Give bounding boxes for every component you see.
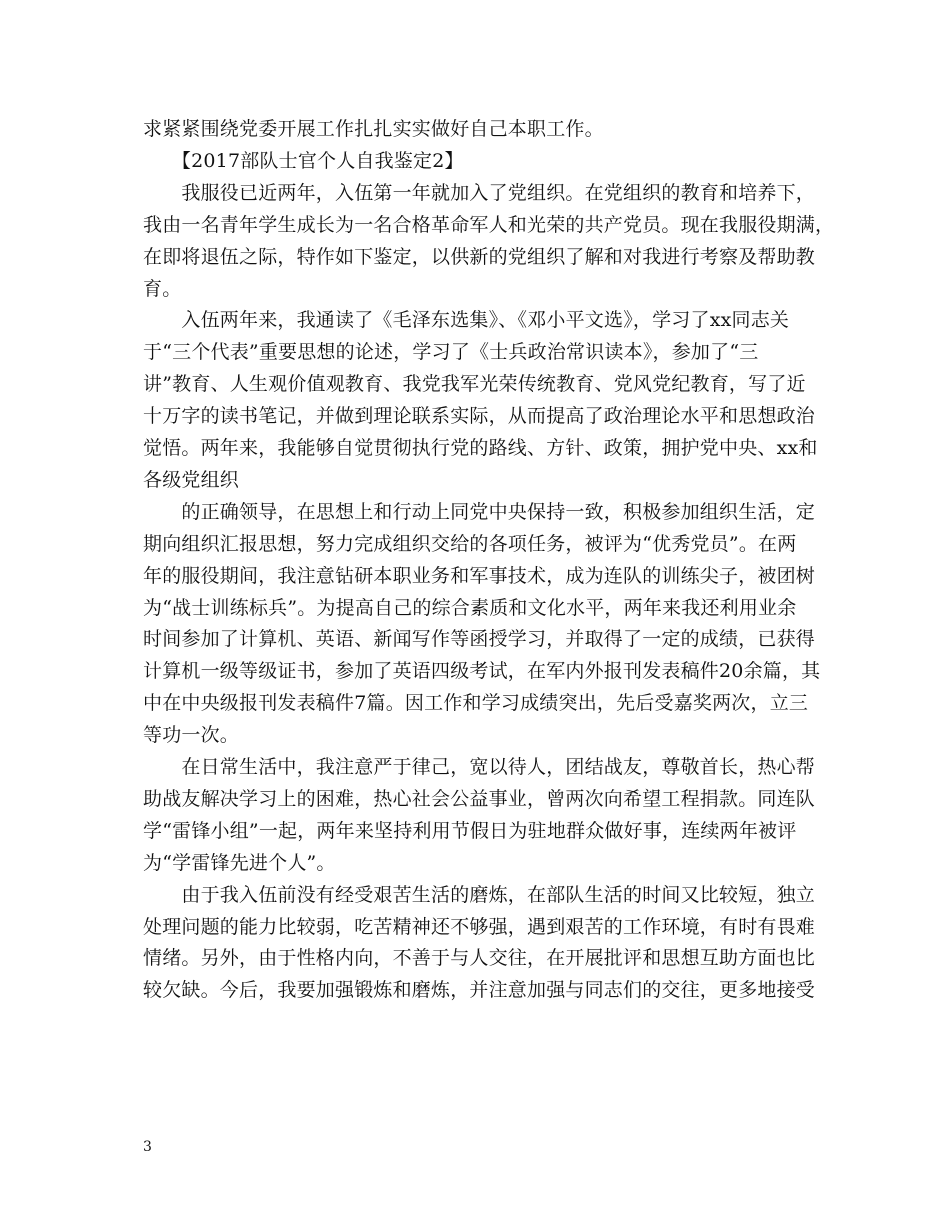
text-line: 觉悟。两年来，我能够自觉贯彻执行党的路线、方针、政策，拥护党中央、xx和 — [143, 437, 818, 459]
text-line: 为“战士训练标兵”。为提高自己的综合素质和文化水平，两年来我还利用业余 — [143, 596, 797, 619]
text-line: 在日常生活中，我注意严于律己，宽以待人，团结战友，尊敬首长，热心帮 — [143, 756, 816, 778]
text-line: 在即将退伍之际，特作如下鉴定，以供新的党组织了解和对我进行考察及帮助教 — [143, 245, 816, 268]
text-line: 入伍两年来，我通读了《毛泽东选集》、《邓小平文选》，学习了xx同志关 — [143, 309, 790, 332]
text-line: 各级党组织 — [143, 468, 240, 491]
text-line: 情绪。另外，由于性格内向，不善于与人交往，在开展批评和思想互助方面也比 — [143, 947, 816, 970]
text-line: 求紧紧围绕党委开展工作扎扎实实做好自己本职工作。 — [143, 118, 604, 140]
text-line: 期向组织汇报思想，努力完成组织交给的各项任务，被评为“优秀党员”。在两 — [143, 532, 797, 555]
text-line: 学“雷锋小组”一起，两年来坚持利用节假日为驻地群众做好事，连续两年被评 — [143, 819, 797, 842]
text-line: 我服役已近两年，入伍第一年就加入了党组织。在党组织的教育和培养下， — [143, 181, 816, 204]
text-line: 育。 — [143, 277, 182, 300]
text-line: 【2017部队士官个人自我鉴定2】 — [143, 149, 464, 172]
text-line: 计算机一级等级证书，参加了英语四级考试，在军内外报刊发表稿件20余篇，其 — [143, 660, 821, 683]
text-line: 中在中央级报刊发表稿件7篇。因工作和学习成绩突出，先后受嘉奖两次，立三 — [143, 692, 809, 715]
text-line: 时间参加了计算机、英语、新闻写作等函授学习，并取得了一定的成绩，已获得 — [143, 628, 816, 651]
text-line: 等功一次。 — [143, 724, 240, 747]
text-line: 为“学雷锋先进个人”。 — [143, 851, 336, 874]
text-line: 于“三个代表”重要思想的论述，学习了《士兵政治常识读本》，参加了“三 — [143, 341, 759, 364]
text-line: 十万字的读书笔记，并做到理论联系实际，从而提高了政治理论水平和思想政治 — [143, 405, 816, 428]
text-line: 讲”教育、人生观价值观教育、我党我军光荣传统教育、党风党纪教育，写了近 — [143, 373, 806, 396]
text-line: 处理问题的能力比较弱，吃苦精神还不够强，遇到艰苦的工作环境，有时有畏难 — [143, 915, 816, 938]
text-line: 由于我入伍前没有经受艰苦生活的磨炼，在部队生活的时间又比较短，独立 — [143, 883, 816, 906]
text-line: 助战友解决学习上的困难，热心社会公益事业，曾两次向希望工程捐款。同连队 — [143, 787, 816, 810]
text-line: 的正确领导，在思想上和行动上同党中央保持一致，积极参加组织生活，定 — [143, 500, 816, 523]
text-line: 年的服役期间，我注意钻研本职业务和军事技术，成为连队的训练尖子，被团树 — [143, 564, 816, 587]
text-line: 较欠缺。今后，我要加强锻炼和磨炼，并注意加强与同志们的交往，更多地接受 — [143, 979, 816, 1002]
page-number: 3 — [143, 1139, 152, 1155]
text-line: 我由一名青年学生成长为一名合格革命军人和光荣的共产党员。现在我服役期满， — [143, 213, 835, 236]
